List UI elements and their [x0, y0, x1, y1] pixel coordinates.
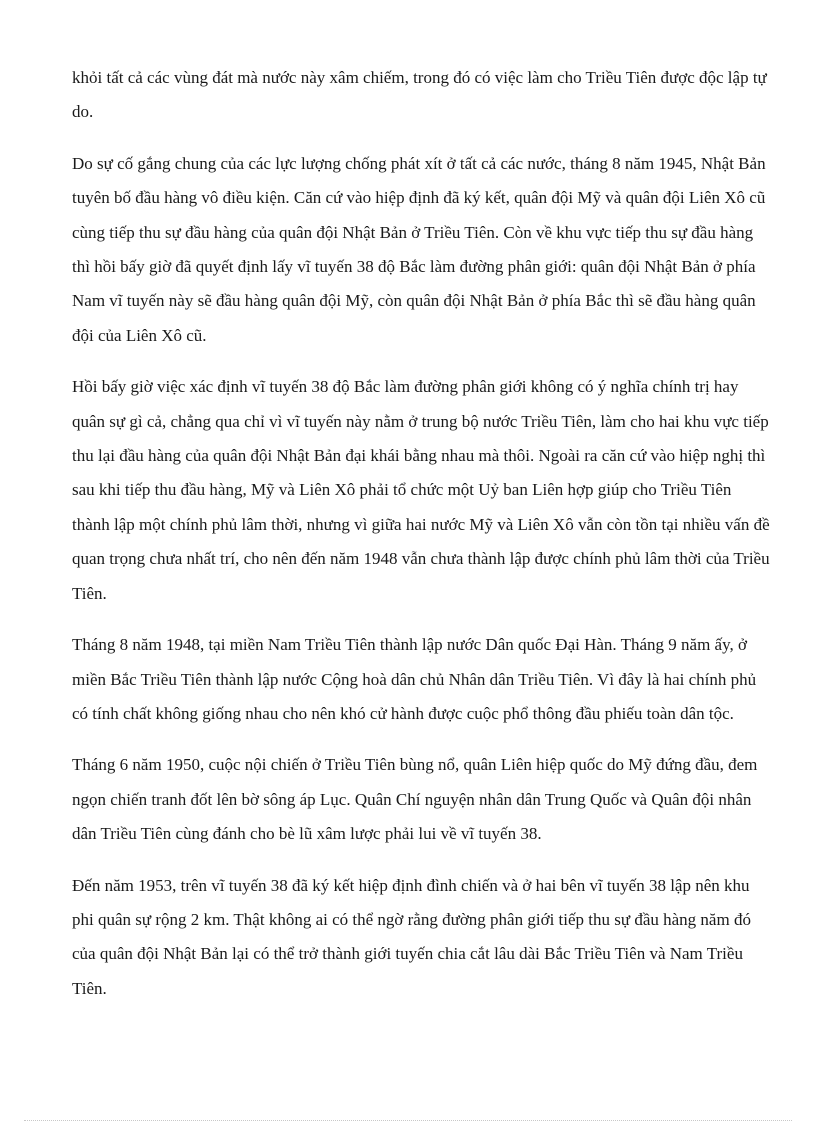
paragraph-4: Tháng 8 năm 1948, tại miền Nam Triều Tiên thành lập nước Dân quốc Đại Hàn. Tháng 9 năm ấy, ở miền Bắc Triều Tiên thành lập nước Cộng hoà dân chủ Nhân dân Triều Tiên. Vì đây là hai chính phủ có tính chất không giống nhau cho nên khó cử hành được cuộc phổ thông đầu phiếu toàn dân tộc.	[72, 635, 757, 723]
paragraph-6: Đến năm 1953, trên vĩ tuyến 38 đã ký kết hiệp định đình chiến và ở hai bên vĩ tuyến 38 lập nên khu phi quân sự rộng 2 km. Thật không ai có thể ngờ rằng đường phân giới tiếp thu sự đầu hàng năm đó của quân đội Nhật Bản lại có thể trở thành giới tuyến chia cắt lâu dài Bắc Triều Tiên và Nam Triều Tiên.	[72, 875, 751, 998]
page-bottom-divider	[24, 1120, 792, 1121]
paragraph-2: Do sự cố gắng chung của các lực lượng chống phát xít ở tất cả các nước, tháng 8 năm 1945, Nhật Bản tuyên bố đầu hàng vô điều kiện. Căn cứ vào hiệp định đã ký kết, quân đội Mỹ và quân đội Liên Xô cũ cùng tiếp thu sự đầu hàng của quân đội Nhật Bản ở Triều Tiên. Còn về khu vực tiếp thu sự đầu hàng thì hồi bấy giờ đã quyết định lấy vĩ tuyến 38 độ Bắc làm đường phân giới: quân đội Nhật Bản ở phía Nam vĩ tuyến này sẽ đầu hàng quân đội Mỹ, còn quân đội Nhật Bản ở phía Bắc thì sẽ đầu hàng quân đội của Liên Xô cũ.	[72, 153, 766, 345]
paragraph-3: Hồi bấy giờ việc xác định vĩ tuyến 38 độ Bắc làm đường phân giới không có ý nghĩa chính trị hay quân sự gì cả, chẳng qua chỉ vì vĩ tuyến này nằm ở trung bộ nước Triều Tiên, làm cho hai khu vực tiếp thu lại đầu hàng của quân đội Nhật Bản đại khái bằng nhau mà thôi. Ngoài ra căn cứ vào hiệp nghị thì sau khi tiếp thu đầu hàng, Mỹ và Liên Xô phải tổ chức một Uỷ ban Liên hợp giúp cho Triều Tiên thành lập một chính phủ lâm thời, nhưng vì giữa hai nước Mỹ và Liên Xô vẫn còn tồn tại nhiều vấn đề quan trọng chưa nhất trí, cho nên đến năm 1948 vẫn chưa thành lập được chính phủ lâm thời của Triều Tiên.	[72, 377, 770, 603]
paragraph-5: Tháng 6 năm 1950, cuộc nội chiến ở Triều Tiên bùng nổ, quân Liên hiệp quốc do Mỹ đứng đầu, đem ngọn chiến tranh đốt lên bờ sông áp Lục. Quân Chí nguyện nhân dân Trung Quốc và Quân đội nhân dân Triều Tiên cùng đánh cho bè lũ xâm lược phải lui về vĩ tuyến 38.	[72, 755, 758, 844]
paragraph-1: khỏi tất cả các vùng đát mà nước này xâm chiếm, trong đó có việc làm cho Triều Tiên được độc lập tự do.	[72, 68, 767, 122]
document-body	[72, 61, 772, 1023]
